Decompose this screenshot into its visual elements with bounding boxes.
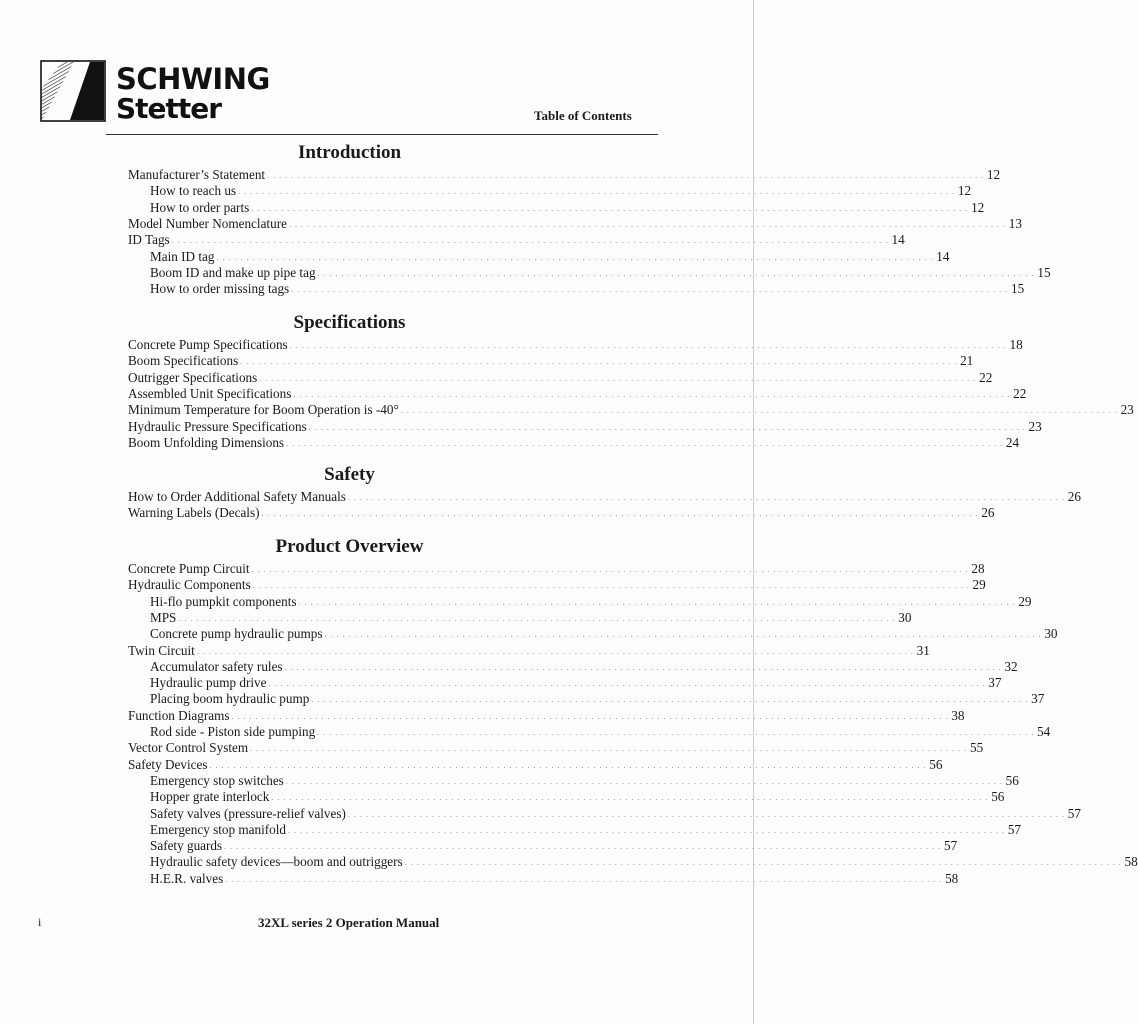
toc-entry-label: Accumulator safety rules — [150, 658, 283, 674]
toc-entry[interactable] — [150, 264, 1051, 281]
toc-entry-page: 57 — [943, 838, 958, 854]
toc-entry[interactable] — [150, 626, 1058, 642]
toc-entry-page: 12 — [986, 167, 1001, 182]
toc-leader-dots: . . . . . . . . . . . . . . . . . . . . . . . . . . . . . . . . . . . . . . . . . . . . . . . . . . . . . . . . . . . . . . . . . . . . . . . . . . . . . . . . . . . . . . . . . . . . . . . . . . . . . . . . . . . . . . . . . . . . . . . . — [347, 493, 1065, 502]
section-heading: Introduction — [297, 142, 402, 163]
toc-entry[interactable] — [128, 418, 1042, 435]
toc-entry[interactable] — [128, 489, 1081, 505]
toc-entry-label: Boom ID and make up pipe tag — [150, 264, 316, 280]
toc-entry-page: 18 — [1009, 337, 1023, 352]
toc-entry[interactable] — [128, 353, 974, 369]
toc-leader-dots: . . . . . . . . . . . . . . . . . . . . . . . . . . . . . . . . . . . . . . . . . . . . . . . . . . . . . . . . . . . . . . . . . . . . . . . . . . . . . . . . . . . . . . . . . . . . . . . . . . . . . . . . . . . . . . . . . . . . . . . . — [288, 219, 1006, 229]
logo-slash-icon — [40, 60, 106, 122]
toc-entry-page: 26 — [981, 505, 995, 521]
toc-entry-page: 57 — [1007, 821, 1021, 837]
toc-entry-page: 56 — [929, 756, 943, 772]
toc-entry-label: Hydraulic Components — [128, 577, 251, 593]
toc-entry-label: Concrete Pump Circuit — [128, 561, 250, 576]
toc-leader-dots: . . . . . . . . . . . . . . . . . . . . . . . . . . . . . . . . . . . . . . . . . . . . . . . . . . . . . . . . . . . . . . . . . . . . . . . . . . . . . . . . . . . . . . . . . . . . . . . . . . . . . . . . . . . . . . . . . . . . . . . . — [171, 236, 889, 246]
toc-entry-label: Outrigger Specifications — [128, 369, 258, 385]
toc-entry-page: 58 — [945, 870, 959, 886]
toc-leader-dots: . . . . . . . . . . . . . . . . . . . . . . . . . . . . . . . . . . . . . . . . . . . . . . . . . . . . . . . . . . . . . . . . . . . . . . . . . . . . . . . . . . . . . . . . . . . . . . . . . . . . . . . . . . . . . . . . . . . . . . . . — [324, 630, 1042, 640]
toc-leader-dots: . . . . . . . . . . . . . . . . . . . . . . . . . . . . . . . . . . . . . . . . . . . . . . . . . . . . . . . . . . . . . . . . . . . . . . . . . . . . . . . . . . . . . . . . . . . . . . . . . . . . . . . . . . . . . . . . . . . . . . . . — [238, 187, 956, 197]
toc-entry-page: 21 — [960, 353, 974, 369]
toc-leader-dots: . . . . . . . . . . . . . . . . . . . . . . . . . . . . . . . . . . . . . . . . . . . . . . . . . . . . . . . . . . . . . . . . . . . . . . . . . . . . . . . . . . . . . . . . . . . . . . . . . . . . . . . . . . . . . . . . . . . . . . . . — [286, 438, 1004, 448]
toc-entry[interactable] — [128, 434, 1020, 451]
toc-entry[interactable] — [128, 385, 1027, 402]
toc-entry[interactable] — [150, 821, 1021, 838]
toc-entry-page: 28 — [971, 561, 985, 576]
toc-entry-label: Vector Control System — [128, 740, 249, 756]
toc-leader-dots: . . . . . . . . . . . . . . . . . . . . . . . . . . . . . . . . . . . . . . . . . . . . . . . . . . . . . . . . . . . . . . . . . . . . . . . . . . . . . . . . . . . . . . . . . . . . . . . . . . . . . . . . . . . . . . . . . . . . . . . . — [209, 760, 927, 770]
toc-entry[interactable] — [150, 691, 1045, 707]
toc-entry-page: 15 — [1011, 281, 1025, 297]
toc-entry[interactable] — [128, 369, 993, 386]
toc-entry-label: Hydraulic safety devices—boom and outriggers — [150, 854, 403, 870]
toc-leader-dots: . . . . . . . . . . . . . . . . . . . . . . . . . . . . . . . . . . . . . . . . . . . . . . . . . . . . . . . . . . . . . . . . . . . . . . . . . . . . . . . . . . . . . . . . . . . . . . . . . . . . . . . . . . . . . . . . . . . . . . . . — [261, 509, 979, 519]
toc-entry[interactable] — [128, 232, 905, 248]
toc-leader-dots: . . . . . . . . . . . . . . . . . . . . . . . . . . . . . . . . . . . . . . . . . . . . . . . . . . . . . . . . . . . . . . . . . . . . . . . . . . . . . . . . . . . . . . . . . . . . . . . . . . . . . . . . . . . . . . . . . . . . . . . . — [291, 285, 1009, 295]
toc-leader-dots: . . . . . . . . . . . . . . . . . . . . . . . . . . . . . . . . . . . . . . . . . . . . . . . . . . . . . . . . . . . . . . . . . . . . . . . . . . . . . . . . . . . . . . . . . . . . . . . . . . . . . . . . . . . . . . . . . . . . . . . . — [240, 357, 958, 367]
toc-entry[interactable] — [128, 707, 965, 724]
toc-entry-page: 56 — [991, 789, 1005, 805]
toc-entry-label: How to Order Additional Safety Manuals — [128, 489, 346, 504]
toc-entry-page: 37 — [988, 675, 1002, 691]
toc-leader-dots: . . . . . . . . . . . . . . . . . . . . . . . . . . . . . . . . . . . . . . . . . . . . . . . . . . . . . . . . . . . . . . . . . . . . . . . . . . . . . . . . . . . . . . . . . . . . . . . . . . . . . . . . . . . . . . . . . . . . . . . . — [196, 646, 914, 656]
toc-leader-dots: . . . . . . . . . . . . . . . . . . . . . . . . . . . . . . . . . . . . . . . . . . . . . . . . . . . . . . . . . . . . . . . . . . . . . . . . . . . . . . . . . . . . . . . . . . . . . . . . . . . . . . . . . . . . . . . . . . . . . . . . — [400, 406, 1118, 416]
toc-entry-page: 58 — [1124, 854, 1138, 870]
toc-leader-dots: . . . . . . . . . . . . . . . . . . . . . . . . . . . . . . . . . . . . . . . . . . . . . . . . . . . . . . . . . . . . . . . . . . . . . . . . . . . . . . . . . . . . . . . . . . . . . . . . . . . . . . . . . . . . . . . . . . . . . . . . — [271, 793, 989, 803]
toc-entry-label: ID Tags — [128, 232, 170, 248]
toc-leader-dots: . . . . . . . . . . . . . . . . . . . . . . . . . . . . . . . . . . . . . . . . . . . . . . . . . . . . . . . . . . . . . . . . . . . . . . . . . . . . . . . . . . . . . . . . . . . . . . . . . . . . . . . . . . . . . . . . . . . . . . . . — [293, 389, 1011, 399]
toc-entry[interactable] — [150, 772, 1019, 789]
toc-entry-label: Manufacturer’s Statement — [128, 167, 266, 182]
toc-entry-page: 38 — [951, 707, 965, 723]
toc-entry-page: 23 — [1120, 402, 1134, 418]
toc-leader-dots: . . . . . . . . . . . . . . . . . . . . . . . . . . . . . . . . . . . . . . . . . . . . . . . . . . . . . . . . . . . . . . . . . . . . . . . . . . . . . . . . . . . . . . . . . . . . . . . . . . . . . . . . . . . . . . . . . . . . . . . . — [288, 825, 1005, 835]
toc-entry-page: 56 — [1005, 772, 1019, 788]
toc-entry-page: 31 — [916, 642, 930, 658]
toc-entry[interactable] — [128, 561, 985, 577]
toc-entry-page: 24 — [1005, 434, 1020, 450]
toc-leader-dots: . . . . . . . . . . . . . . . . . . . . . . . . . . . . . . . . . . . . . . . . . . . . . . . . . . . . . . . . . . . . . . . . . . . . . . . . . . . . . . . . . . . . . . . . . . . . . . . . . . . . . . . . . . . . . . . . . . . . . . . . — [308, 422, 1026, 432]
toc-entry[interactable] — [128, 505, 995, 521]
toc-entry-page: 29 — [972, 577, 986, 593]
toc-entry-label: Twin Circuit — [128, 642, 195, 658]
toc-entry-label: Model Number Nomenclature — [128, 215, 287, 231]
toc-leader-dots: . . . . . . . . . . . . . . . . . . . . . . . . . . . . . . . . . . . . . . . . . . . . . . . . . . . . . . . . . . . . . . . . . . . . . . . . . . . . . . . . . . . . . . . . . . . . . . . . . . . . . . . . . . . . . . . . . . . . . . . . — [317, 268, 1035, 278]
toc-entry-page: 30 — [898, 609, 912, 625]
toc-entry-label: Safety valves (pressure-relief valves) — [150, 805, 346, 821]
toc-leader-dots: . . . . . . . . . . . . . . . . . . . . . . . . . . . . . . . . . . . . . . . . . . . . . . . . . . . . . . . . . . . . . . . . . . . . . . . . . . . . . . . . . . . . . . . . . . . . . . . . . . . . . . . . . . . . . . . . . . . . . . . . — [225, 874, 943, 884]
toc-entry-label: Main ID tag — [150, 248, 215, 264]
section-heading: Product Overview — [275, 536, 424, 557]
toc-entry-label: Function Diagrams — [128, 707, 230, 723]
toc-entry-label: How to order parts — [150, 199, 250, 215]
toc-leader-dots: . . . . . . . . . . . . . . . . . . . . . . . . . . . . . . . . . . . . . . . . . . . . . . . . . . . . . . . . . . . . . . . . . . . . . . . . . . . . . . . . . . . . . . . . . . . . . . . . . . . . . . . . . . . . . . . . . . . . . . . . — [285, 776, 1003, 786]
section-heading: Specifications — [293, 312, 406, 333]
toc-entry-page: 12 — [971, 199, 985, 215]
toc-entry-page: 32 — [1004, 658, 1018, 674]
toc-leader-dots: . . . . . . . . . . . . . . . . . . . . . . . . . . . . . . . . . . . . . . . . . . . . . . . . . . . . . . . . . . . . . . . . . . . . . . . . . . . . . . . . . . . . . . . . . . . . . . . . . . . . . . . . . . . . . . . . . . . . . . . . — [347, 809, 1065, 819]
toc-entry-page: 55 — [969, 740, 984, 756]
toc-entry-label: Hopper grate interlock — [150, 789, 270, 805]
toc-entry-label: Assembled Unit Specifications — [128, 385, 292, 401]
toc-entry[interactable] — [150, 805, 1081, 822]
toc-entry-label: Emergency stop switches — [150, 772, 284, 788]
toc-entry-label: Safety Devices — [128, 756, 208, 772]
header-divider — [106, 134, 658, 135]
toc-entry-label: MPS — [150, 609, 177, 625]
toc-entry-page: 13 — [1008, 215, 1022, 231]
logo-text-stetter: Stetter — [116, 92, 222, 125]
toc-entry[interactable] — [150, 675, 1002, 691]
toc-leader-dots: . . . . . . . . . . . . . . . . . . . . . . . . . . . . . . . . . . . . . . . . . . . . . . . . . . . . . . . . . . . . . . . . . . . . . . . . . . . . . . . . . . . . . . . . . . . . . . . . . . . . . . . . . . . . . . . . . . . . . . . . — [251, 203, 969, 213]
header-title: Table of Contents — [534, 108, 632, 123]
toc-entry[interactable] — [150, 789, 1005, 805]
toc-entry[interactable] — [150, 870, 959, 887]
toc-leader-dots: . . . . . . . . . . . . . . . . . . . . . . . . . . . . . . . . . . . . . . . . . . . . . . . . . . . . . . . . . . . . . . . . . . . . . . . . . . . . . . . . . . . . . . . . . . . . . . . . . . . . . . . . . . . . . . . . . . . . . . . . — [178, 613, 896, 623]
toc-entry-label: Minimum Temperature for Boom Operation is -40° — [128, 402, 399, 418]
toc-entry[interactable] — [150, 593, 1032, 610]
toc-entry-label: Rod side - Piston side pumping — [150, 724, 316, 739]
toc-entry-label: How to order missing tags — [150, 281, 290, 297]
toc-entry-label: Concrete Pump Specifications — [128, 337, 288, 352]
toc-entry[interactable] — [150, 183, 972, 199]
toc-entry[interactable] — [150, 609, 912, 626]
toc-entry[interactable] — [150, 724, 1051, 740]
toc-entry[interactable] — [128, 402, 1134, 418]
toc-entry-page: 29 — [1018, 593, 1032, 609]
toc-entry-label: Hydraulic pump drive — [150, 675, 267, 691]
toc-entry-page: 30 — [1044, 626, 1058, 642]
toc-entry-label: Warning Labels (Decals) — [128, 505, 260, 521]
toc-leader-dots: . . . . . . . . . . . . . . . . . . . . . . . . . . . . . . . . . . . . . . . . . . . . . . . . . . . . . . . . . . . . . . . . . . . . . . . . . . . . . . . . . . . . . . . . . . . . . . . . . . . . . . . . . . . . . . . . . . . . . . . . — [404, 858, 1122, 868]
toc-entry-label: Boom Unfolding Dimensions — [128, 434, 285, 450]
toc-entry-label: H.E.R. valves — [150, 870, 224, 886]
toc-leader-dots: . . . . . . . . . . . . . . . . . . . . . . . . . . . . . . . . . . . . . . . . . . . . . . . . . . . . . . . . . . . . . . . . . . . . . . . . . . . . . . . . . . . . . . . . . . . . . . . . . . . . . . . . . . . . . . . . . . . . . . . . — [224, 842, 942, 852]
toc-entry-label: Emergency stop manifold — [150, 821, 286, 837]
toc-leader-dots: . . . . . . . . . . . . . . . . . . . . . . . . . . . . . . . . . . . . . . . . . . . . . . . . . . . . . . . . . . . . . . . . . . . . . . . . . . . . . . . . . . . . . . . . . . . . . . . . . . . . . . . . . . . . . . . . . . . . . . . . — [284, 662, 1002, 672]
toc-leader-dots: . . . . . . . . . . . . . . . . . . . . . . . . . . . . . . . . . . . . . . . . . . . . . . . . . . . . . . . . . . . . . . . . . . . . . . . . . . . . . . . . . . . . . . . . . . . . . . . . . . . . . . . . . . . . . . . . . . . . . . . . — [216, 252, 934, 262]
toc-entry[interactable] — [128, 756, 943, 773]
toc-entry-page: 26 — [1067, 489, 1081, 504]
toc-leader-dots: . . . . . . . . . . . . . . . . . . . . . . . . . . . . . . . . . . . . . . . . . . . . . . . . . . . . . . . . . . . . . . . . . . . . . . . . . . . . . . . . . . . . . . . . . . . . . . . . . . . . . . . . . . . . . . . . . . . . . . . . — [259, 373, 977, 383]
logo-text-schwing: SCHWING — [116, 62, 270, 96]
toc-entry-page: 22 — [979, 369, 993, 385]
toc-entry-label: Concrete pump hydraulic pumps — [150, 626, 323, 642]
footer-manual-title: 32XL series 2 Operation Manual — [258, 915, 440, 930]
toc-entry-page: 54 — [1037, 724, 1051, 739]
toc-entry-page: 23 — [1028, 418, 1042, 434]
toc-leader-dots: . . . . . . . . . . . . . . . . . . . . . . . . . . . . . . . . . . . . . . . . . . . . . . . . . . . . . . . . . . . . . . . . . . . . . . . . . . . . . . . . . . . . . . . . . . . . . . . . . . . . . . . . . . . . . . . . . . . . . . . . — [298, 597, 1016, 607]
toc-entry[interactable] — [150, 199, 985, 216]
toc-entry-label: Boom Specifications — [128, 353, 239, 369]
toc-entry[interactable] — [128, 642, 930, 659]
toc-leader-dots: . . . . . . . . . . . . . . . . . . . . . . . . . . . . . . . . . . . . . . . . . . . . . . . . . . . . . . . . . . . . . . . . . . . . . . . . . . . . . . . . . . . . . . . . . . . . . . . . . . . . . . . . . . . . . . . . . . . . . . . . — [317, 728, 1035, 737]
toc-leader-dots: . . . . . . . . . . . . . . . . . . . . . . . . . . . . . . . . . . . . . . . . . . . . . . . . . . . . . . . . . . . . . . . . . . . . . . . . . . . . . . . . . . . . . . . . . . . . . . . . . . . . . . . . . . . . . . . . . . . . . . . . — [251, 565, 969, 574]
toc-entry-label: How to reach us — [150, 183, 237, 199]
toc-entry-page: 22 — [1013, 385, 1027, 401]
toc-leader-dots: . . . . . . . . . . . . . . . . . . . . . . . . . . . . . . . . . . . . . . . . . . . . . . . . . . . . . . . . . . . . . . . . . . . . . . . . . . . . . . . . . . . . . . . . . . . . . . . . . . . . . . . . . . . . . . . . . . . . . . . . — [250, 744, 968, 754]
toc-leader-dots: . . . . . . . . . . . . . . . . . . . . . . . . . . . . . . . . . . . . . . . . . . . . . . . . . . . . . . . . . . . . . . . . . . . . . . . . . . . . . . . . . . . . . . . . . . . . . . . . . . . . . . . . . . . . . . . . . . . . . . . . — [311, 695, 1029, 705]
toc-entry-page: 14 — [891, 232, 905, 248]
toc-leader-dots: . . . . . . . . . . . . . . . . . . . . . . . . . . . . . . . . . . . . . . . . . . . . . . . . . . . . . . . . . . . . . . . . . . . . . . . . . . . . . . . . . . . . . . . . . . . . . . . . . . . . . . . . . . . . . . . . . . . . . . . . — [268, 679, 986, 689]
toc-entry-label: Hydraulic Pressure Specifications — [128, 418, 307, 434]
toc-entry[interactable] — [150, 658, 1018, 675]
toc-entry[interactable] — [128, 740, 984, 756]
toc-entry[interactable] — [128, 167, 1001, 183]
toc-entry[interactable] — [128, 215, 1022, 232]
toc-leader-dots: . . . . . . . . . . . . . . . . . . . . . . . . . . . . . . . . . . . . . . . . . . . . . . . . . . . . . . . . . . . . . . . . . . . . . . . . . . . . . . . . . . . . . . . . . . . . . . . . . . . . . . . . . . . . . . . . . . . . . . . . — [231, 711, 949, 721]
toc-entry-page: 37 — [1031, 691, 1045, 707]
toc-entry[interactable] — [128, 577, 986, 593]
toc-entry-page: 14 — [936, 248, 950, 264]
toc-entry-page: 15 — [1037, 264, 1051, 280]
toc-entry[interactable] — [128, 337, 1023, 353]
toc-entry[interactable] — [150, 281, 1025, 297]
toc-entry-page: 57 — [1067, 805, 1081, 821]
toc-entry[interactable] — [150, 248, 950, 265]
toc-entry-page: 12 — [957, 183, 972, 199]
toc-leader-dots: . . . . . . . . . . . . . . . . . . . . . . . . . . . . . . . . . . . . . . . . . . . . . . . . . . . . . . . . . . . . . . . . . . . . . . . . . . . . . . . . . . . . . . . . . . . . . . . . . . . . . . . . . . . . . . . . . . . . . . . . — [289, 341, 1007, 350]
section-heading: Safety — [324, 464, 375, 485]
toc-leader-dots: . . . . . . . . . . . . . . . . . . . . . . . . . . . . . . . . . . . . . . . . . . . . . . . . . . . . . . . . . . . . . . . . . . . . . . . . . . . . . . . . . . . . . . . . . . . . . . . . . . . . . . . . . . . . . . . . . . . . . . . . — [267, 171, 985, 180]
toc-leader-dots: . . . . . . . . . . . . . . . . . . . . . . . . . . . . . . . . . . . . . . . . . . . . . . . . . . . . . . . . . . . . . . . . . . . . . . . . . . . . . . . . . . . . . . . . . . . . . . . . . . . . . . . . . . . . . . . . . . . . . . . . — [252, 581, 970, 591]
toc-entry[interactable] — [150, 854, 1138, 870]
toc-entry-label: Placing boom hydraulic pump — [150, 691, 310, 707]
toc-entry-label: Safety guards — [150, 838, 223, 854]
schwing-stetter-logo — [40, 60, 270, 124]
toc-entry-label: Hi-flo pumpkit components — [150, 593, 297, 609]
toc-entry[interactable] — [150, 838, 958, 854]
footer-page-number: i — [38, 915, 42, 929]
